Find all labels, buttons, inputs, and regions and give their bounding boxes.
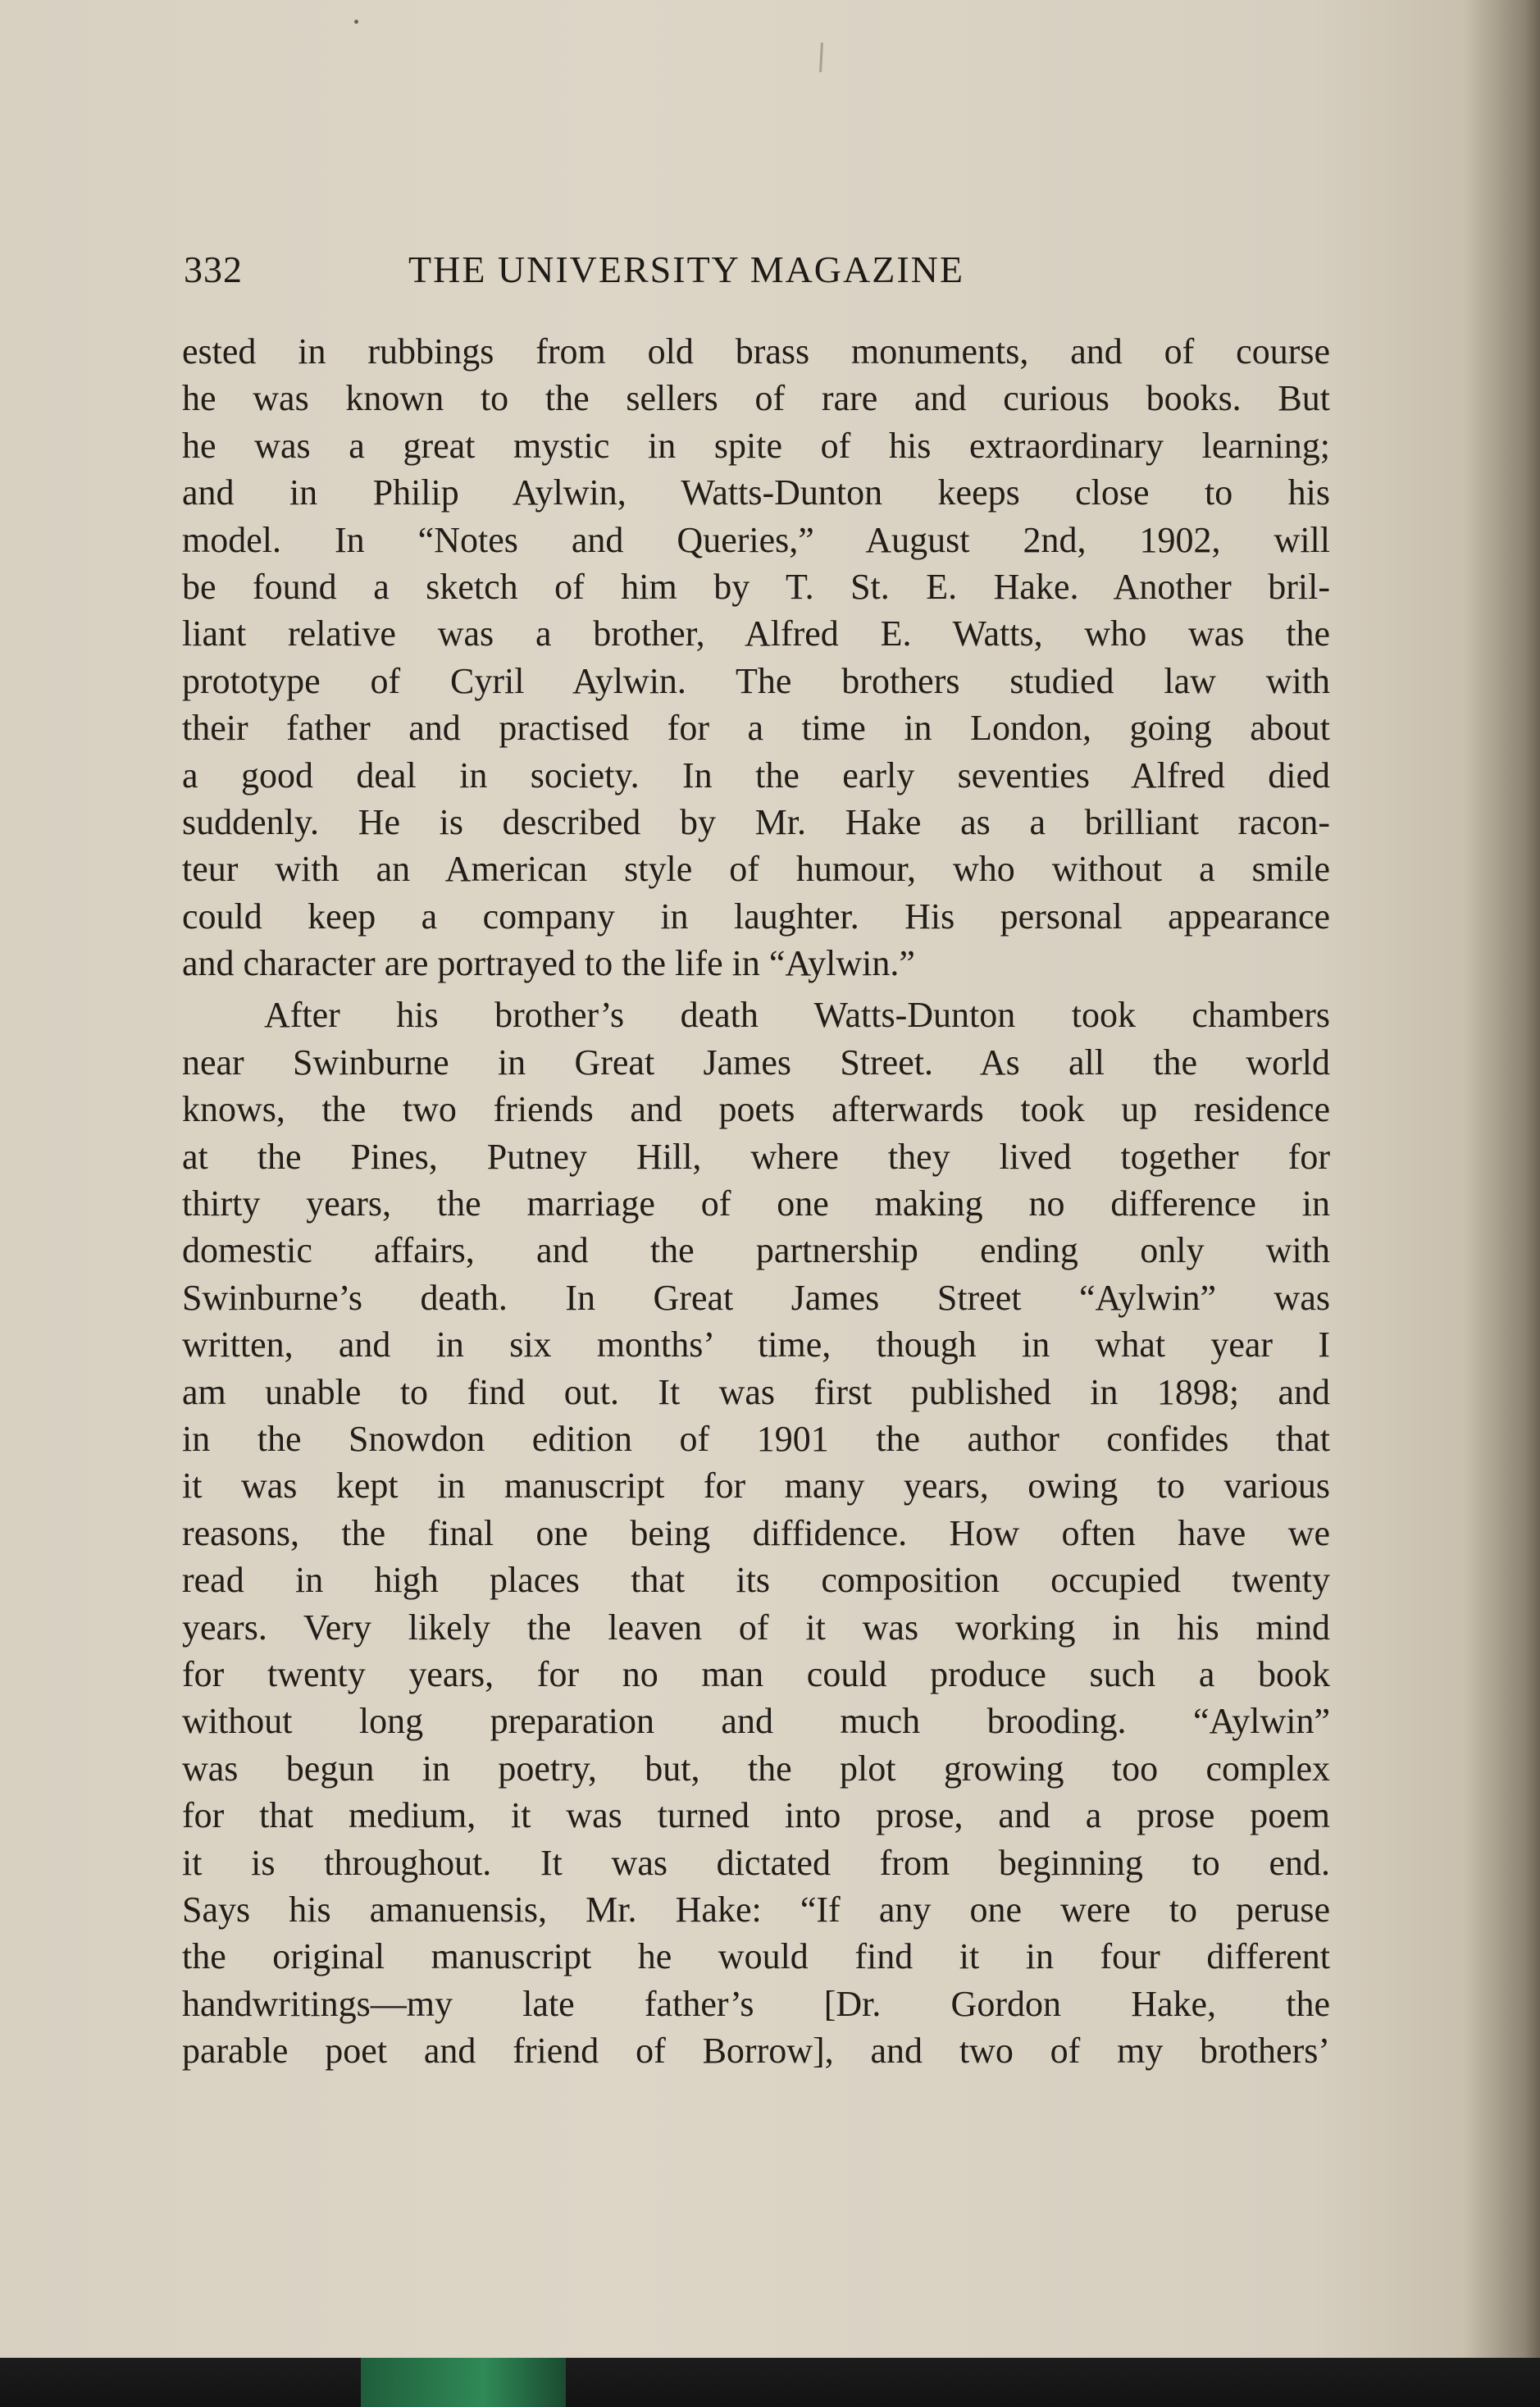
body-text bbox=[182, 328, 1330, 2074]
green-object-edge bbox=[361, 2358, 566, 2407]
ink-dot bbox=[354, 20, 358, 24]
text-line: and in Philip Aylwin, Watts-Dunton keeps close to his bbox=[182, 472, 1330, 513]
text-line: he was known to the sellers of rare and curious books. But bbox=[182, 378, 1330, 419]
text-line: read in high places that its composition occupied twenty bbox=[182, 1560, 1330, 1601]
text-line: Says his amanuensis, Mr. Hake: “If any one were to peruse bbox=[182, 1889, 1330, 1930]
text-line: and character are portrayed to the life in “Aylwin.” bbox=[182, 943, 915, 984]
paragraph bbox=[182, 992, 1330, 2074]
text-line: be found a sketch of him by T. St. E. Hake. Another bril- bbox=[182, 566, 1330, 607]
page-header bbox=[184, 248, 1086, 297]
text-line: it is throughout. It was dictated from beginning to end. bbox=[182, 1842, 1330, 1883]
text-line: domestic affairs, and the partnership ending only with bbox=[182, 1230, 1330, 1271]
paragraph bbox=[182, 328, 1330, 987]
text-line: ested in rubbings from old brass monuments, and of course bbox=[182, 331, 1330, 372]
text-line: it was kept in manuscript for many years, owing to various bbox=[182, 1466, 1330, 1507]
text-line: near Swinburne in Great James Street. As all the world bbox=[182, 1042, 1330, 1083]
page-number: 332 bbox=[184, 248, 243, 290]
text-line: am unable to find out. It was first published in 1898; and bbox=[182, 1371, 1330, 1412]
running-head: THE UNIVERSITY MAGAZINE bbox=[408, 248, 964, 290]
text-line: was begun in poetry, but, the plot growing too complex bbox=[182, 1748, 1330, 1789]
pencil-mark bbox=[819, 43, 823, 72]
text-line: liant relative was a brother, Alfred E. Watts, who was the bbox=[182, 613, 1330, 654]
text-line: in the Snowdon edition of 1901 the author confides that bbox=[182, 1418, 1330, 1459]
text-line: Swinburne’s death. In Great James Street “Aylwin” was bbox=[182, 1277, 1330, 1318]
text-line: knows, the two friends and poets afterwards took up residence bbox=[182, 1089, 1330, 1130]
text-line: their father and practised for a time in London, going about bbox=[182, 708, 1330, 749]
text-line: suddenly. He is described by Mr. Hake as a brilliant racon- bbox=[182, 801, 1330, 842]
text-line: model. In “Notes and Queries,” August 2nd, 1902, will bbox=[182, 519, 1330, 560]
text-line: he was a great mystic in spite of his extraordinary learning; bbox=[182, 425, 1330, 466]
text-line: without long preparation and much brooding. “Aylwin” bbox=[182, 1701, 1330, 1742]
text-line: years. Very likely the leaven of it was working in his mind bbox=[182, 1607, 1330, 1648]
text-line: parable poet and friend of Borrow], and two of my brothers’ bbox=[182, 2031, 1330, 2072]
text-line: handwritings—my late father’s [Dr. Gordon Hake, the bbox=[182, 1983, 1330, 2024]
text-line: for twenty years, for no man could produce such a book bbox=[182, 1653, 1330, 1694]
text-line: reasons, the final one being diffidence. How often have we bbox=[182, 1512, 1330, 1553]
text-line: for that medium, it was turned into prose, and a prose poem bbox=[182, 1795, 1330, 1836]
text-line: prototype of Cyril Aylwin. The brothers studied law with bbox=[182, 660, 1330, 701]
text-line: After his brother’s death Watts-Dunton took chambers bbox=[264, 995, 1330, 1036]
text-line: written, and in six months’ time, though in what year I bbox=[182, 1324, 1330, 1365]
text-line: a good deal in society. In the early seventies Alfred died bbox=[182, 754, 1330, 795]
text-line: at the Pines, Putney Hill, where they lived together for bbox=[182, 1136, 1330, 1177]
text-line: the original manuscript he would find it in four different bbox=[182, 1936, 1330, 1977]
text-line: thirty years, the marriage of one making no difference in bbox=[182, 1183, 1330, 1224]
text-line: could keep a company in laughter. His personal appearance bbox=[182, 896, 1330, 937]
text-line: teur with an American style of humour, who without a smile bbox=[182, 849, 1330, 890]
